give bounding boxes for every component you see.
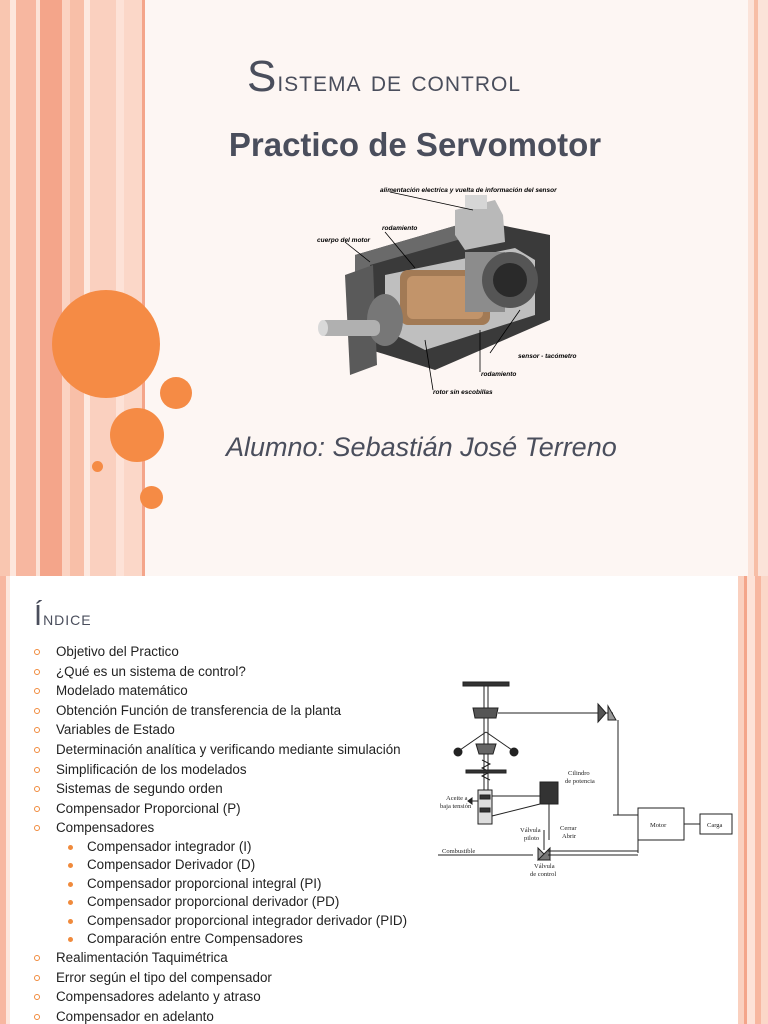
list-item-label: Variables de Estado [56, 722, 175, 738]
list-item-label: Error según el tipo del compensador [56, 969, 272, 985]
diagram-label-motor: Motor [650, 822, 667, 829]
sub-list-item-label: Compensador proporcional integral (PI) [87, 875, 322, 891]
diagram-label-valvula-piloto-1: Válvula [520, 827, 541, 834]
diagram-label-carga: Carga [707, 822, 723, 829]
sub-list-container [34, 838, 407, 948]
servomotor-illustration [315, 180, 615, 405]
bullet-icon [68, 882, 73, 887]
bullet-icon [34, 1014, 40, 1020]
list-item [34, 987, 407, 1007]
diagram-label-cerrar: Cerrar [560, 825, 577, 832]
bullet-icon [34, 708, 40, 714]
sub-list-item [34, 875, 407, 893]
motor-label-sensor: sensor - tacómetro [518, 353, 577, 360]
circle-decoration [110, 408, 164, 462]
diagram-label-cilindro-2: de potencia [565, 778, 595, 785]
list-item [34, 799, 407, 819]
sub-list-item-label: Compensador Derivador (D) [87, 857, 256, 873]
bullet-icon [34, 975, 40, 981]
bullet-icon [34, 825, 40, 831]
list-item [34, 642, 407, 662]
diagram-label-aceite-1: Aceite a [446, 795, 468, 802]
diagram-label-cilindro-1: Cilindro [568, 770, 590, 777]
slide-title-text [0, 52, 768, 102]
list-item [34, 948, 407, 968]
sub-list-item-label: Comparación entre Compensadores [87, 930, 303, 946]
list-item-label: Compensador en adelanto [56, 1009, 214, 1024]
bullet-icon [68, 900, 73, 905]
list-item-label: ¿Qué es un sistema de control? [56, 663, 246, 679]
diagram-label-valvula-control-2: de control [530, 871, 557, 878]
bullet-icon [34, 747, 40, 753]
index-title [34, 600, 92, 633]
bullet-icon [34, 994, 40, 1000]
list-item [34, 779, 407, 799]
sub-list-item-label: Compensador proporcional derivador (PD) [87, 894, 340, 910]
list-item [34, 701, 407, 721]
list-item-label: Sistemas de segundo orden [56, 781, 223, 797]
list-item [34, 720, 407, 740]
bullet-icon [34, 786, 40, 792]
list-item-label: Compensadores [56, 820, 155, 836]
list-item-label: Compensadores adelanto y atraso [56, 989, 261, 1005]
diagram-label-valvula-piloto-2: piloto [524, 835, 540, 842]
servomotor-image [315, 180, 615, 405]
bullet-icon [34, 688, 40, 694]
bullet-icon [68, 937, 73, 942]
slide-subtitle: Practico de Servomotor [228, 126, 602, 163]
governor-schematic [438, 680, 738, 882]
bullet-icon [68, 845, 73, 850]
motor-label-top: alimentación electrica y vuelta de información del sensor [380, 187, 557, 194]
bullet-icon [68, 919, 73, 924]
motor-label-cuerpo: cuerpo del motor [317, 237, 371, 244]
diagram-label-aceite-2: baja tensión [440, 803, 472, 810]
sub-list-item [34, 930, 407, 948]
circle-decoration [52, 290, 160, 398]
list-item-label: Simplificación de los modelados [56, 761, 247, 777]
list-item [34, 662, 407, 682]
bullet-icon [34, 806, 40, 812]
sub-list [34, 838, 407, 948]
list-item [34, 968, 407, 988]
list-item [34, 760, 407, 780]
bullet-icon [34, 649, 40, 655]
list-item-label: Objetivo del Practico [56, 644, 179, 659]
sub-list-item-label: Compensador proporcional integrador derivador (PID) [87, 912, 408, 928]
stripe-decoration [761, 576, 768, 1024]
title-rest: istema de control [277, 65, 522, 98]
circle-decoration [140, 486, 163, 509]
stripe-decoration [6, 576, 10, 1024]
title-first-letter: S [246, 52, 278, 101]
list-item-label: Determinación analítica y verificando mediante simulación [56, 741, 401, 757]
list-item [34, 818, 407, 838]
circle-decoration [92, 461, 103, 472]
slide-index [0, 576, 768, 1024]
governor-diagram [438, 680, 738, 882]
diagram-label-valvula-control-1: Válvula [534, 863, 555, 870]
list-item-label: Realimentación Taquimétrica [56, 950, 228, 966]
motor-label-rodamiento-top: rodamiento [382, 225, 418, 232]
stripe-decoration [747, 576, 755, 1024]
list-item [34, 740, 407, 760]
motor-label-rodamiento-bottom: rodamiento [481, 371, 517, 378]
list-item-label: Obtención Función de transferencia de la planta [56, 702, 342, 718]
bullet-icon [34, 955, 40, 961]
circle-decoration [160, 377, 192, 409]
sub-list-item-label: Compensador integrador (I) [87, 838, 252, 854]
sub-list-item [34, 838, 407, 856]
list-item-label: Compensador Proporcional (P) [56, 800, 241, 816]
motor-label-rotor: rotor sin escobillas [433, 389, 493, 396]
sub-list-item [34, 893, 407, 911]
list-item-label: Modelado matemático [56, 683, 188, 699]
diagram-label-abrir: Abrir [562, 833, 577, 840]
sub-list-item [34, 856, 407, 874]
bullet-icon [34, 669, 40, 675]
list-item [34, 1007, 407, 1024]
list-item [34, 681, 407, 701]
bullet-icon [34, 767, 40, 773]
index-list [34, 642, 407, 1024]
bullet-icon [34, 727, 40, 733]
index-title-first: Í [34, 600, 44, 632]
index-title-rest: ndice [43, 608, 92, 630]
diagram-label-combustible: Combustible [442, 848, 476, 855]
sub-list-item [34, 912, 407, 930]
student-name: Alumno: Sebastián José Terreno [226, 432, 617, 462]
bullet-icon [68, 863, 73, 868]
